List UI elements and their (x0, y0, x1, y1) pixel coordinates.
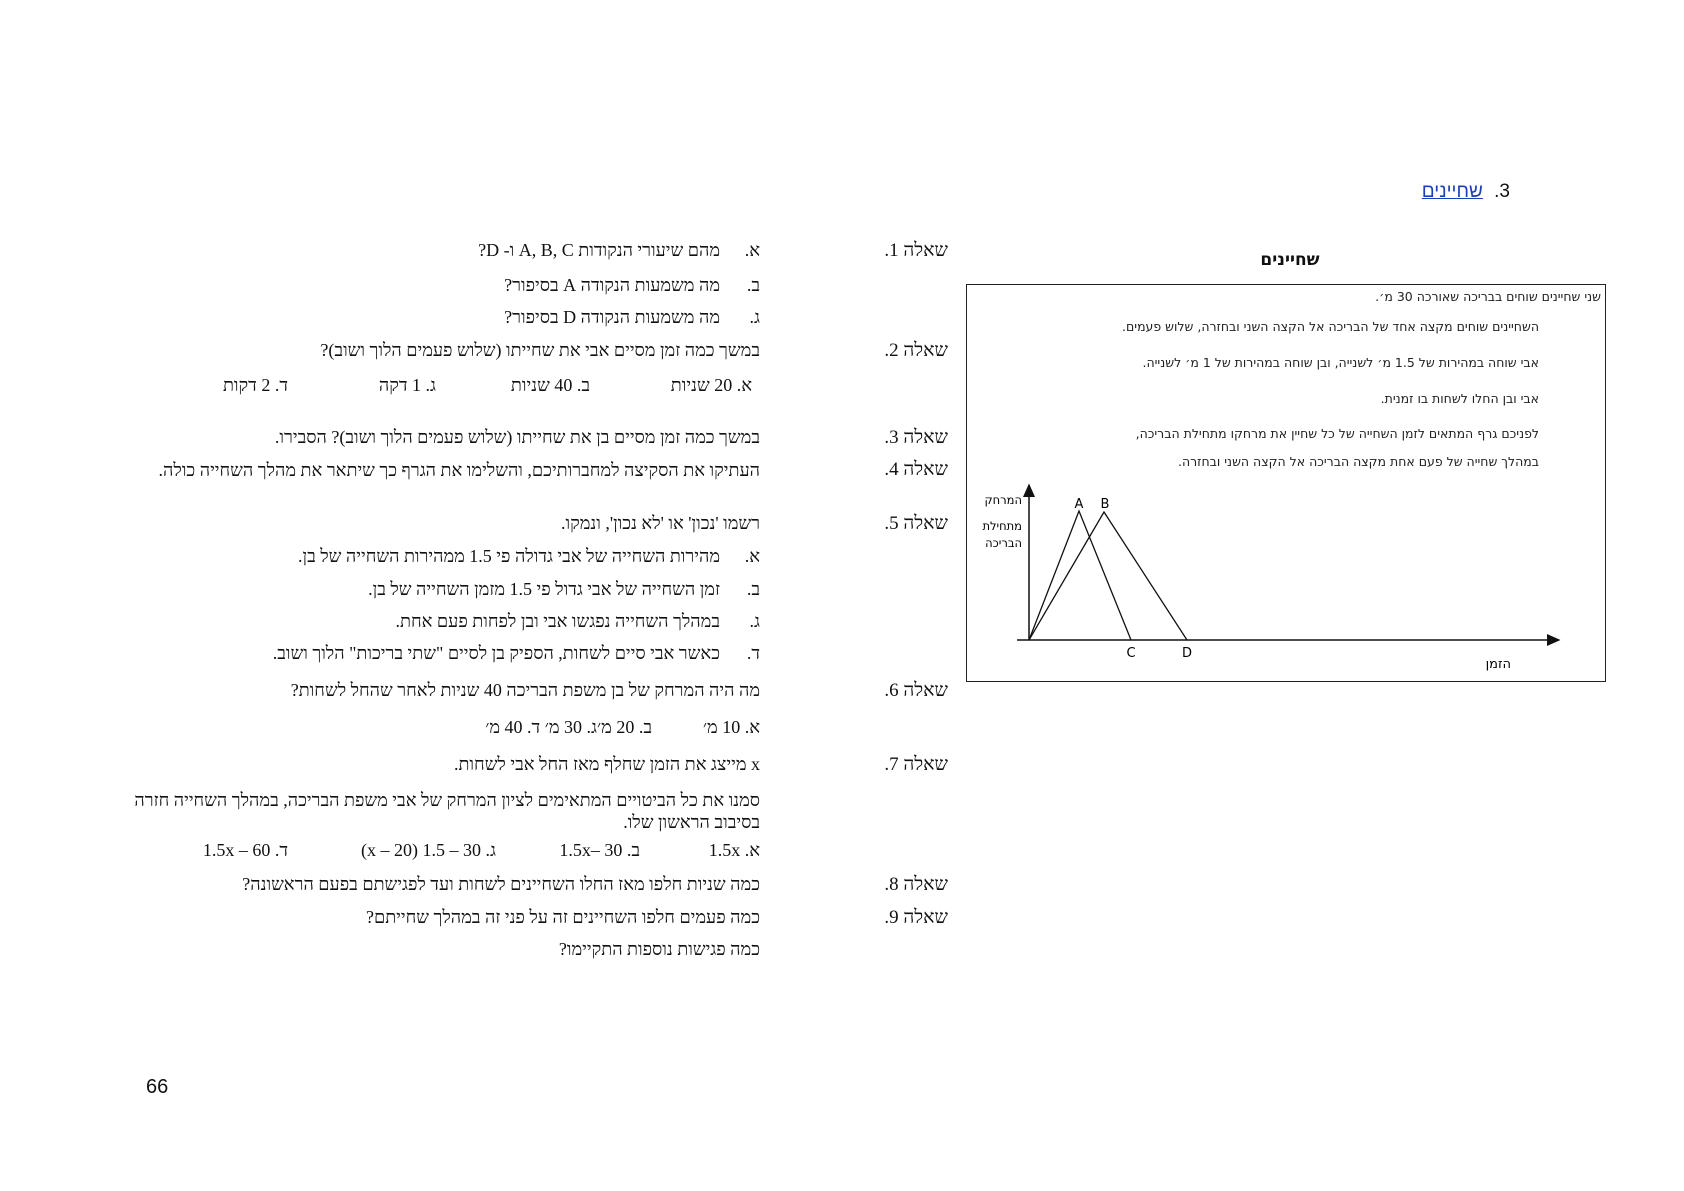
question-8 (140, 874, 948, 902)
question-5-b (140, 579, 948, 607)
question-5-text: רשמו 'נכון' או 'לא נכון', ונמקו. (560, 513, 760, 533)
q5-a-text: מהירות השחייה של אבי גדולה פי 1.5 ממהירות השחייה של בן. (297, 546, 720, 566)
q1-c-text: מה משמעות הנקודה D בסיפור? (504, 307, 720, 327)
q1-b-letter: ב. (746, 275, 760, 295)
point-d-label: D (1181, 646, 1193, 661)
question-6-label: שאלה 6. (884, 680, 948, 701)
question-7-instruction (134, 789, 948, 835)
question-3-text: במשך כמה זמן מסיים בן את שחייתו (שלוש פעמים הלוך ושוב)? הסבירו. (274, 427, 760, 447)
story-line-3: אבי שוחה במהירות של 1.5 מ׳ לשנייה, ובן שוחה במהירות של 1 מ׳ לשנייה. (1142, 355, 1539, 370)
q1-c-letter: ג. (749, 307, 760, 327)
question-7-options (140, 840, 948, 868)
question-3-label: שאלה 3. (884, 427, 948, 448)
question-7-text: x מייצג את הזמן שחלף מאז החל אבי לשחות. (453, 754, 760, 774)
q6-options-rest: ב. 20 מ׳ג. 30 מ׳ ד. 40 מ׳ (485, 717, 652, 737)
question-6 (140, 680, 948, 708)
question-1-label: שאלה 1. (884, 240, 948, 261)
question-9-text: כמה פעמים חלפו השחיינים זה על פני זה במהלך שחייתם? (365, 907, 760, 927)
question-9-text2: כמה פגישות נוספות התקיימו? (558, 939, 760, 959)
story-title: שחיינים (1260, 250, 1320, 270)
q7-option-b: ב. 30 –1.5x (559, 840, 640, 860)
question-4 (140, 459, 948, 505)
q5-a-letter: א. (744, 546, 760, 566)
question-2 (140, 340, 948, 368)
q1-b-text: מה משמעות הנקודה A בסיפור? (504, 275, 720, 295)
story-line-1: שני שחיינים שוחים בבריכה שאורכה 30 מ׳. (1375, 289, 1601, 304)
question-8-label: שאלה 8. (884, 874, 948, 895)
story-line-2: השחיינים שוחים מקצה אחד של הבריכה אל הקצה השני ובחזרה, שלוש פעמים. (1122, 319, 1539, 334)
q1-a-text: מהם שיעורי הנקודות A, B, C ו- D? (478, 240, 720, 260)
section-number: 3. (1494, 181, 1510, 202)
question-4-label: שאלה 4. (884, 459, 948, 480)
q2-option-d: ד. 2 דקות (222, 375, 288, 395)
section-heading (1300, 181, 1510, 207)
question-2-label: שאלה 2. (884, 340, 948, 361)
q7-option-c: ג. 30 – 1.5 (x – 20) (361, 840, 496, 860)
question-3 (140, 427, 948, 455)
question-9 (140, 907, 948, 935)
point-b-label: B (1100, 497, 1110, 512)
question-1-c (140, 307, 948, 335)
question-7-text2: סמנו את כל הביטויים המתאימים לציון המרחק של אבי משפת הבריכה, במהלך השחייה חזרה בסיבוב הראשון שלו. (134, 790, 760, 832)
page-number: 66 (146, 1076, 169, 1098)
q5-c-text: במהלך השחייה נפגשו אבי ובן לפחות פעם אחת. (395, 611, 720, 631)
section-title-link[interactable]: שחיינים (1421, 181, 1483, 202)
question-1-b (140, 275, 948, 303)
q5-d-text: כאשר אבי סיים לשחות, הספיק בן לסיים "שתי בריכות" הלוך ושוב. (272, 643, 720, 663)
question-9-label: שאלה 9. (884, 907, 948, 928)
question-6-text: מה היה המרחק של בן משפת הבריכה 40 שניות לאחר שהחל לשחות? (290, 680, 760, 700)
q5-c-letter: ג. (749, 611, 760, 631)
story-line-4: אבי ובן החלו לשחות בו זמנית. (1380, 391, 1539, 406)
q1-a-letter: א. (744, 240, 760, 260)
question-9-b (140, 939, 948, 967)
question-5 (140, 513, 948, 541)
q2-option-a: א. 20 שניות (670, 375, 752, 395)
question-5-label: שאלה 5. (884, 513, 948, 534)
y-axis-label-1: המרחק (984, 493, 1022, 507)
question-7 (140, 754, 948, 782)
ben-line (1029, 512, 1187, 640)
q2-option-c: ג. 1 דקה (378, 375, 436, 395)
question-2-text: במשך כמה זמן מסיים אבי את שחייתו (שלוש פעמים הלוך ושוב)? (320, 340, 760, 360)
y-axis-label-2: מתחילת (982, 519, 1022, 533)
question-4-text: העתיקו את הסקיצה למחברותיכם, והשלימו את הגרף כך שיתאר את מהלך השחייה כולה. (158, 460, 760, 480)
story-line-6: במהלך שחייה של פעם אחת מקצה הבריכה אל הקצה השני ובחזרה. (1177, 454, 1539, 469)
story-line-5: לפניכם גרף המתאים לזמן השחייה של כל שחיין את מרחקו מתחילת הבריכה, (1135, 426, 1539, 441)
point-c-label: C (1126, 646, 1136, 661)
q6-option-a: א. 10 מ׳ (702, 717, 760, 737)
question-7-label: שאלה 7. (884, 754, 948, 775)
question-2-options (140, 375, 948, 403)
question-5-a (140, 546, 948, 574)
story-box (966, 284, 1606, 682)
question-5-d (140, 643, 948, 671)
question-8-text: כמה שניות חלפו מאז החלו השחיינים לשחות ועד לפגישתם בפעם הראשונה? (242, 874, 760, 894)
q2-option-b: ב. 40 שניות (510, 375, 590, 395)
question-1 (140, 240, 948, 268)
point-a-label: A (1074, 497, 1084, 512)
q5-b-text: זמן השחייה של אבי גדול פי 1.5 מזמן השחייה של בן. (368, 579, 720, 599)
q5-d-letter: ד. (746, 643, 760, 663)
question-6-options (140, 717, 948, 745)
question-5-c (140, 611, 948, 639)
y-axis-label-3: הבריכה (985, 536, 1022, 550)
q7-option-d: ד. 60 – 1.5x (202, 840, 288, 860)
x-axis-label: הזמן (1485, 657, 1511, 672)
q7-option-a: א. 1.5x (708, 840, 760, 860)
q5-b-letter: ב. (746, 579, 760, 599)
distance-time-graph (967, 285, 1607, 683)
